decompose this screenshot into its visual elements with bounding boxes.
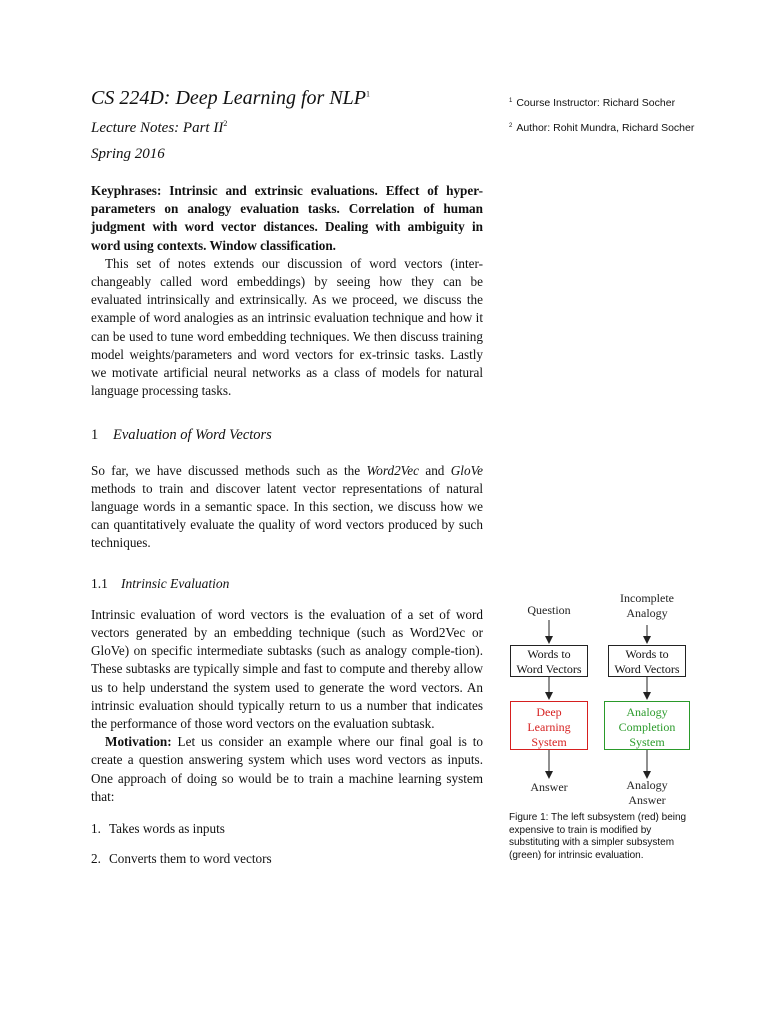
word2vec-term: Word2Vec [366, 462, 419, 478]
section-number: 1 [91, 427, 99, 444]
sidenote-2: $^2$ Author: Rohit Mundra, Richard Socher [509, 122, 695, 134]
document-subtitle: Lecture Notes: Part $II^2$ [91, 119, 228, 136]
subsection-number: 1.1 [91, 575, 108, 591]
subsection-paragraph: Intrinsic evaluation of word vectors is the evaluation of a set of word vectors generated by an embedding technique (such as Word2Vec or GloVe) on specific intermediate subtasks (such as analogy comple-tion). These subtasks are typically simple and fast to compute and thereby allow us to help understand the system used to generate the word vectors. An intrinsic evaluation should typically return to us a number that indicates the performance of those word vectors on the evaluation subtask. [91, 606, 483, 732]
label-analogy-answer: Analogy Answer [626, 778, 668, 807]
subsection-heading [91, 575, 483, 593]
label-answer: Answer [530, 780, 568, 794]
footnote-mark-1: 1 [366, 89, 370, 99]
glove-term: GloVe [450, 462, 484, 478]
document-term: Spring 2016 [91, 146, 165, 162]
section-paragraph: So far, we have discussed methods such as the Word2Vec and GloVe methods to train and discover latent vector representations of natural language words in a semantic space. In this section, we discuss how we can quantitatively evaluate the quality of word vectors produced by such techniques. [91, 462, 484, 551]
main-column [91, 86, 483, 881]
box-left-words-to-vectors: Words to Word Vectors [510, 645, 588, 677]
motivation-paragraph: Motivation: Let us consider an example where our final goal is to create a question answering system which uses word vectors as inputs. One approach of doing so would be to train a machine learning system that: [91, 734, 483, 804]
figure-diagram [500, 585, 720, 815]
keyphrases: Keyphrases: Intrinsic and extrinsic evaluations. Effect of hyper-parameters on analogy evaluation tasks. Correlation of human judgment with word vector distances. Dealing with ambiguity in word using contexts. Window classification. [91, 183, 483, 253]
intro-paragraph: This set of notes extends our discussion of word vectors (inter-changeably called word embeddings) by seeing how they can be evaluated intrinsically and extrinsically. As we proceed, we discuss the example of word analogies as an intrinsic evaluation technique and how it can be used to tune word embedding techniques. We then discuss training model weights/parameters and word vectors for ex-trinsic tasks. Lastly we motivate artificial neural networks as a class of models for natural language processing tasks. [91, 255, 483, 399]
box-deep-learning-system: Deep Learning System [510, 701, 588, 750]
label-incomplete-analogy: Incomplete Analogy [620, 591, 674, 620]
box-right-words-to-vectors: Words to Word Vectors [608, 645, 686, 677]
sidenote-1: $^1$ Course Instructor: Richard Socher [509, 97, 676, 109]
motivation-label: Motivation: [105, 734, 172, 750]
steps-list [91, 820, 483, 868]
list-item: 2. Converts them to word vectors [91, 851, 272, 867]
subsection-title: Intrinsic Evaluation [121, 575, 230, 591]
document-title: CS 224D: Deep Learning for NLP$^1$ [91, 87, 370, 109]
box-analogy-completion-system: Analogy Completion System [604, 701, 690, 750]
footnote-mark-2: 2 [223, 119, 228, 128]
list-item: 1. Takes words as inputs [91, 821, 225, 837]
figure-caption: Figure 1: The left subsystem (red) being expensive to train is modified by substituting with a simpler subsystem (green) for intrinsic evaluation. [509, 812, 687, 861]
label-question: Question [527, 603, 571, 617]
section-title: Evaluation of Word Vectors [113, 427, 272, 444]
section-heading [91, 426, 483, 444]
